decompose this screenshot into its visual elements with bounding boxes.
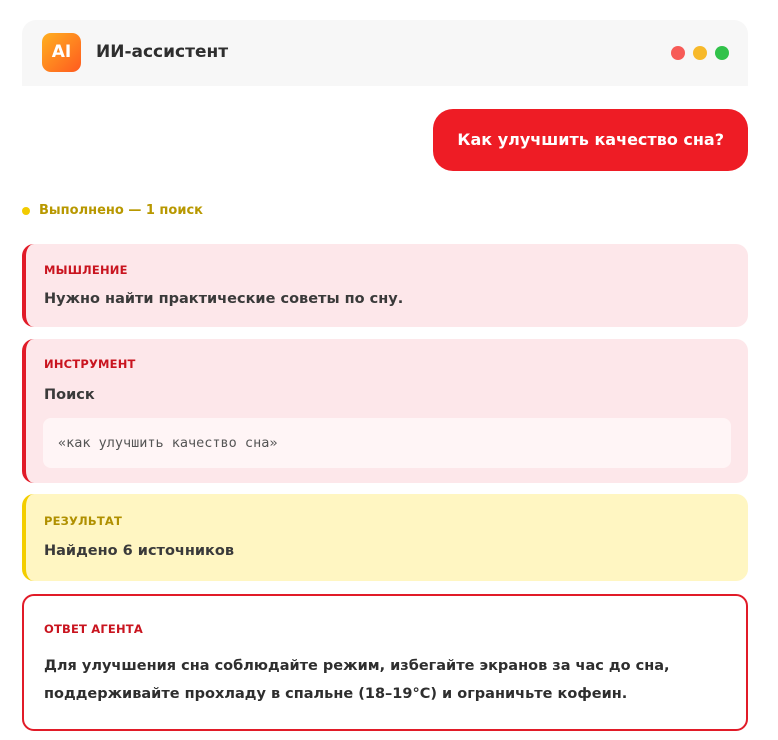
- answer-text: Для улучшения сна соблюдайте режим, избегайте экранов за час до сна, поддерживайте прохладу в спальне (18–19°C) и ограничьте кофеин.: [44, 658, 670, 702]
- search-query: «как улучшить качество сна»: [43, 418, 731, 468]
- close-dot-icon[interactable]: [671, 46, 685, 60]
- thinking-label: МЫШЛЕНИЕ: [44, 263, 128, 277]
- answer-label: ОТВЕТ АГЕНТА: [44, 622, 143, 636]
- thinking-text: Нужно найти практические советы по сну.: [44, 291, 404, 307]
- minimize-dot-icon[interactable]: [693, 46, 707, 60]
- status-text: Выполнено — 1 поиск: [39, 203, 203, 218]
- app-header: [22, 20, 748, 86]
- answer-card: [22, 594, 748, 731]
- status-dot-icon: [22, 207, 30, 215]
- result-label: РЕЗУЛЬТАТ: [44, 514, 123, 528]
- window-controls: [671, 46, 729, 60]
- user-message-bubble: Как улучшить качество сна?: [433, 109, 748, 171]
- result-card: [22, 494, 748, 581]
- tool-name: Поиск: [44, 387, 95, 403]
- result-text: Найдено 6 источников: [44, 543, 235, 559]
- app-title: ИИ-ассистент: [96, 42, 229, 62]
- ai-logo-icon: AI: [42, 33, 81, 72]
- maximize-dot-icon[interactable]: [715, 46, 729, 60]
- tool-label: ИНСТРУМЕНТ: [44, 357, 136, 371]
- tool-card: [22, 339, 748, 483]
- status-line: [22, 203, 203, 218]
- thinking-card: [22, 244, 748, 327]
